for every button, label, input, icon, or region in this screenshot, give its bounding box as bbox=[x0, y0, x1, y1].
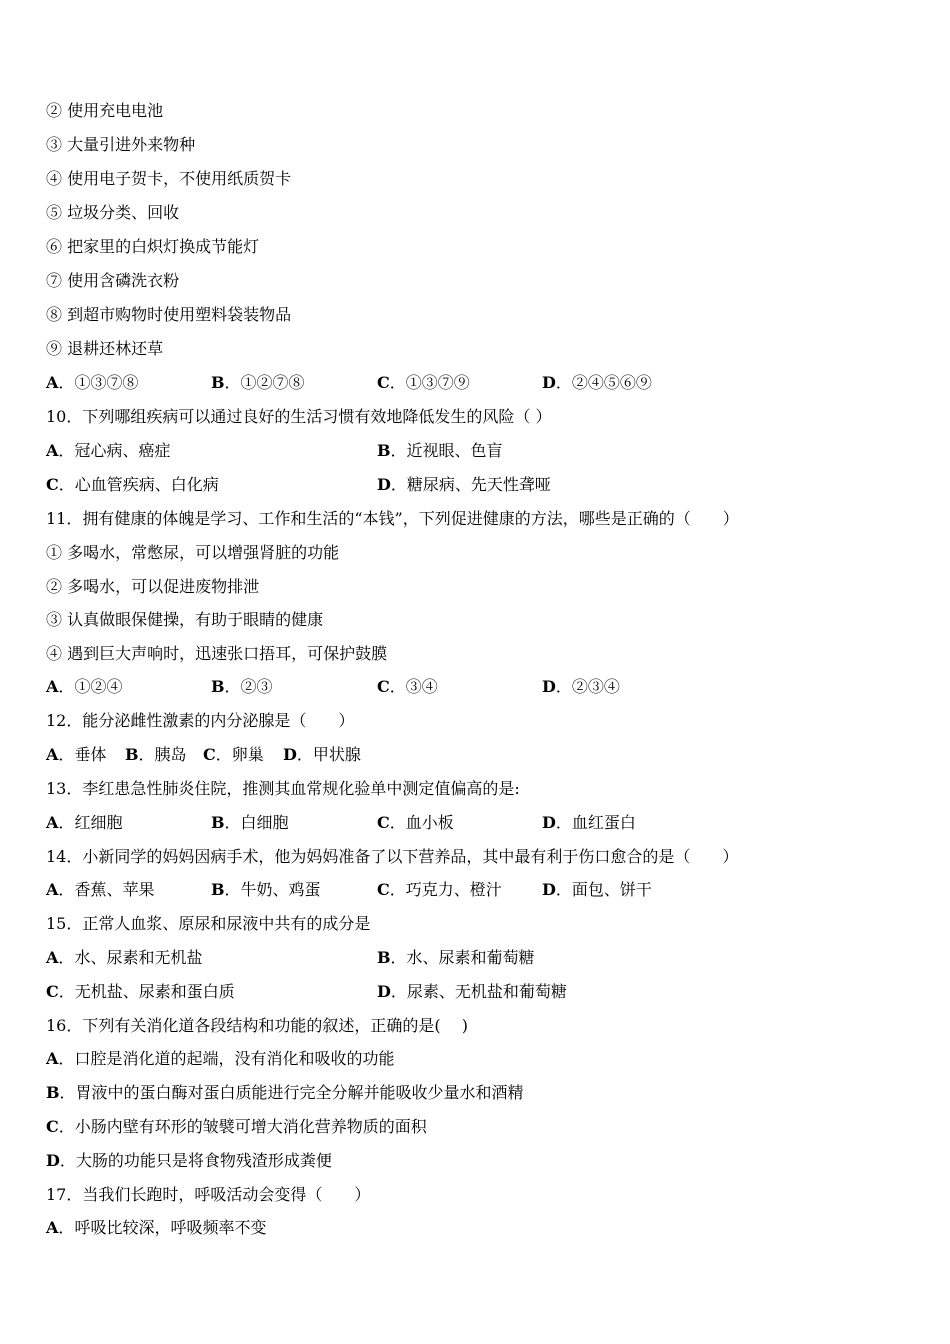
option-text: 无机盐、尿素和蛋白质 bbox=[74, 982, 235, 1001]
q9-item-6: ⑥ 把家里的白炽灯换成节能灯 bbox=[46, 237, 260, 256]
q16-option-a[interactable]: A．口腔是消化道的起端，没有消化和吸收的功能 bbox=[46, 1049, 395, 1068]
q13-option-c[interactable]: C．血小板 bbox=[377, 813, 454, 832]
q10-option-d[interactable]: D．糖尿病、先天性聋哑 bbox=[377, 475, 551, 494]
option-text: ①③⑦⑧ bbox=[74, 373, 139, 392]
option-label: B bbox=[125, 745, 139, 764]
option-text: 甲状腺 bbox=[312, 745, 361, 764]
q13-stem: 13．李红患急性肺炎住院，推测其血常规化验单中测定值偏高的是: bbox=[46, 779, 520, 798]
option-label: C bbox=[377, 813, 390, 832]
q16-option-b[interactable]: B．胃液中的蛋白酶对蛋白质能进行完全分解并能吸收少量水和酒精 bbox=[46, 1083, 524, 1102]
q9-item-4: ④ 使用电子贺卡，不使用纸质贺卡 bbox=[46, 169, 292, 188]
option-label: A bbox=[46, 373, 59, 392]
q9-item-3: ③ 大量引进外来物种 bbox=[46, 135, 196, 154]
option-label: A bbox=[46, 677, 59, 696]
q14-option-b[interactable]: B．牛奶、鸡蛋 bbox=[211, 880, 321, 899]
option-label: D bbox=[283, 745, 297, 764]
option-text: 香蕉、苹果 bbox=[74, 880, 155, 899]
q14-option-c[interactable]: C．巧克力、橙汁 bbox=[377, 880, 502, 899]
option-label: A bbox=[46, 1218, 59, 1237]
option-text: ①②⑦⑧ bbox=[240, 373, 305, 392]
option-label: A bbox=[46, 880, 59, 899]
option-label: C bbox=[46, 475, 59, 494]
q9-option-b[interactable]: B．①②⑦⑧ bbox=[211, 373, 305, 392]
option-label: C bbox=[203, 745, 216, 764]
q12-option-a[interactable]: A．垂体 bbox=[46, 745, 107, 764]
q12-option-d[interactable]: D．甲状腺 bbox=[283, 745, 361, 764]
option-text: 尿素、无机盐和葡萄糖 bbox=[406, 982, 567, 1001]
option-text: 牛奶、鸡蛋 bbox=[240, 880, 321, 899]
option-text: ②③ bbox=[240, 677, 273, 696]
q9-item-5: ⑤ 垃圾分类、回收 bbox=[46, 203, 180, 222]
q16-stem: 16．下列有关消化道各段结构和功能的叙述，正确的是( ) bbox=[46, 1016, 468, 1035]
q13-option-b[interactable]: B．白细胞 bbox=[211, 813, 289, 832]
option-label: B bbox=[211, 813, 225, 832]
option-label: D bbox=[46, 1151, 60, 1170]
q13-option-d[interactable]: D．血红蛋白 bbox=[542, 813, 636, 832]
q14-stem: 14．小新同学的妈妈因病手术，他为妈妈准备了以下营养品，其中最有利于伤口愈合的是（ ） bbox=[46, 847, 739, 866]
q11-item-4: ④ 遇到巨大声响时，迅速张口捂耳，可保护鼓膜 bbox=[46, 644, 388, 663]
option-text: 糖尿病、先天性聋哑 bbox=[406, 475, 551, 494]
q17-option-a[interactable]: A．呼吸比较深，呼吸频率不变 bbox=[46, 1218, 267, 1237]
option-label: A bbox=[46, 813, 59, 832]
option-label: B bbox=[377, 948, 391, 967]
q10-option-a[interactable]: A．冠心病、癌症 bbox=[46, 441, 171, 460]
option-text: 呼吸比较深，呼吸频率不变 bbox=[74, 1218, 267, 1237]
option-text: ②④⑤⑥⑨ bbox=[571, 373, 652, 392]
option-text: 血小板 bbox=[405, 813, 454, 832]
q9-item-2: ② 使用充电电池 bbox=[46, 101, 164, 120]
q12-option-c[interactable]: C．卵巢 bbox=[203, 745, 264, 764]
q10-stem: 10．下列哪组疾病可以通过良好的生活习惯有效地降低发生的风险（ ） bbox=[46, 407, 552, 426]
option-label: B bbox=[46, 1083, 60, 1102]
option-label: D bbox=[542, 880, 556, 899]
option-label: A bbox=[46, 441, 59, 460]
q11-option-a[interactable]: A．①②④ bbox=[46, 677, 123, 696]
q11-item-1: ① 多喝水，常憋尿，可以增强肾脏的功能 bbox=[46, 543, 340, 562]
option-text: 水、尿素和葡萄糖 bbox=[406, 948, 535, 967]
option-text: 近视眼、色盲 bbox=[406, 441, 503, 460]
option-label: B bbox=[377, 441, 391, 460]
q15-option-c[interactable]: C．无机盐、尿素和蛋白质 bbox=[46, 982, 235, 1001]
option-text: ①③⑦⑨ bbox=[405, 373, 470, 392]
q9-option-d[interactable]: D．②④⑤⑥⑨ bbox=[542, 373, 652, 392]
option-text: 小肠内壁有环形的皱襞可增大消化营养物质的面积 bbox=[74, 1117, 427, 1136]
option-label: D bbox=[377, 982, 391, 1001]
option-text: 大肠的功能只是将食物残渣形成粪便 bbox=[75, 1151, 332, 1170]
option-text: 卵巢 bbox=[231, 745, 264, 764]
q13-option-a[interactable]: A．红细胞 bbox=[46, 813, 123, 832]
q11-item-2: ② 多喝水，可以促进废物排泄 bbox=[46, 577, 260, 596]
option-label: D bbox=[377, 475, 391, 494]
option-label: C bbox=[46, 982, 59, 1001]
option-text: 心血管疾病、白化病 bbox=[74, 475, 219, 494]
q15-option-b[interactable]: B．水、尿素和葡萄糖 bbox=[377, 948, 535, 967]
option-label: D bbox=[542, 813, 556, 832]
q11-item-3: ③ 认真做眼保健操，有助于眼睛的健康 bbox=[46, 610, 324, 629]
q9-item-8: ⑧ 到超市购物时使用塑料袋装物品 bbox=[46, 305, 292, 324]
option-text: 血红蛋白 bbox=[571, 813, 636, 832]
q10-option-b[interactable]: B．近视眼、色盲 bbox=[377, 441, 503, 460]
option-text: 胰岛 bbox=[154, 745, 187, 764]
option-label: D bbox=[542, 677, 556, 696]
q15-stem: 15．正常人血浆、原尿和尿液中共有的成分是 bbox=[46, 914, 371, 933]
option-text: 胃液中的蛋白酶对蛋白质能进行完全分解并能吸收少量水和酒精 bbox=[75, 1083, 524, 1102]
option-text: ②③④ bbox=[571, 677, 620, 696]
q9-option-a[interactable]: A．①③⑦⑧ bbox=[46, 373, 139, 392]
option-label: A bbox=[46, 745, 59, 764]
option-label: C bbox=[377, 880, 390, 899]
option-label: B bbox=[211, 373, 225, 392]
q14-option-d[interactable]: D．面包、饼干 bbox=[542, 880, 652, 899]
q12-option-b[interactable]: B．胰岛 bbox=[125, 745, 187, 764]
option-label: C bbox=[46, 1117, 59, 1136]
q11-option-c[interactable]: C．③④ bbox=[377, 677, 438, 696]
option-text: 口腔是消化道的起端，没有消化和吸收的功能 bbox=[74, 1049, 395, 1068]
q9-option-c[interactable]: C．①③⑦⑨ bbox=[377, 373, 470, 392]
option-label: A bbox=[46, 948, 59, 967]
option-text: 巧克力、橙汁 bbox=[405, 880, 502, 899]
q11-stem: 11．拥有健康的体魄是学习、工作和生活的“本钱”，下列促进健康的方法，哪些是正确的（ ） bbox=[46, 509, 739, 528]
q16-option-c[interactable]: C．小肠内壁有环形的皱襞可增大消化营养物质的面积 bbox=[46, 1117, 427, 1136]
option-label: B bbox=[211, 880, 225, 899]
option-label: A bbox=[46, 1049, 59, 1068]
q15-option-a[interactable]: A．水、尿素和无机盐 bbox=[46, 948, 203, 967]
option-label: D bbox=[542, 373, 556, 392]
option-label: B bbox=[211, 677, 225, 696]
q14-option-a[interactable]: A．香蕉、苹果 bbox=[46, 880, 155, 899]
option-text: 红细胞 bbox=[74, 813, 123, 832]
option-text: 白细胞 bbox=[240, 813, 289, 832]
q9-item-7: ⑦ 使用含磷洗衣粉 bbox=[46, 271, 180, 290]
q15-option-d[interactable]: D．尿素、无机盐和葡萄糖 bbox=[377, 982, 567, 1001]
q11-option-b[interactable]: B．②③ bbox=[211, 677, 273, 696]
option-label: C bbox=[377, 677, 390, 696]
q12-stem: 12．能分泌雌性激素的内分泌腺是（ ） bbox=[46, 711, 355, 730]
q11-option-d[interactable]: D．②③④ bbox=[542, 677, 620, 696]
option-text: ③④ bbox=[405, 677, 438, 696]
option-text: ①②④ bbox=[74, 677, 123, 696]
q16-option-d[interactable]: D．大肠的功能只是将食物残渣形成粪便 bbox=[46, 1151, 332, 1170]
option-label: C bbox=[377, 373, 390, 392]
q9-item-9: ⑨ 退耕还林还草 bbox=[46, 339, 164, 358]
option-text: 冠心病、癌症 bbox=[74, 441, 171, 460]
q10-option-c[interactable]: C．心血管疾病、白化病 bbox=[46, 475, 219, 494]
option-text: 水、尿素和无机盐 bbox=[74, 948, 203, 967]
option-text: 垂体 bbox=[74, 745, 107, 764]
option-text: 面包、饼干 bbox=[571, 880, 652, 899]
q17-stem: 17．当我们长跑时，呼吸活动会变得（ ） bbox=[46, 1185, 371, 1204]
